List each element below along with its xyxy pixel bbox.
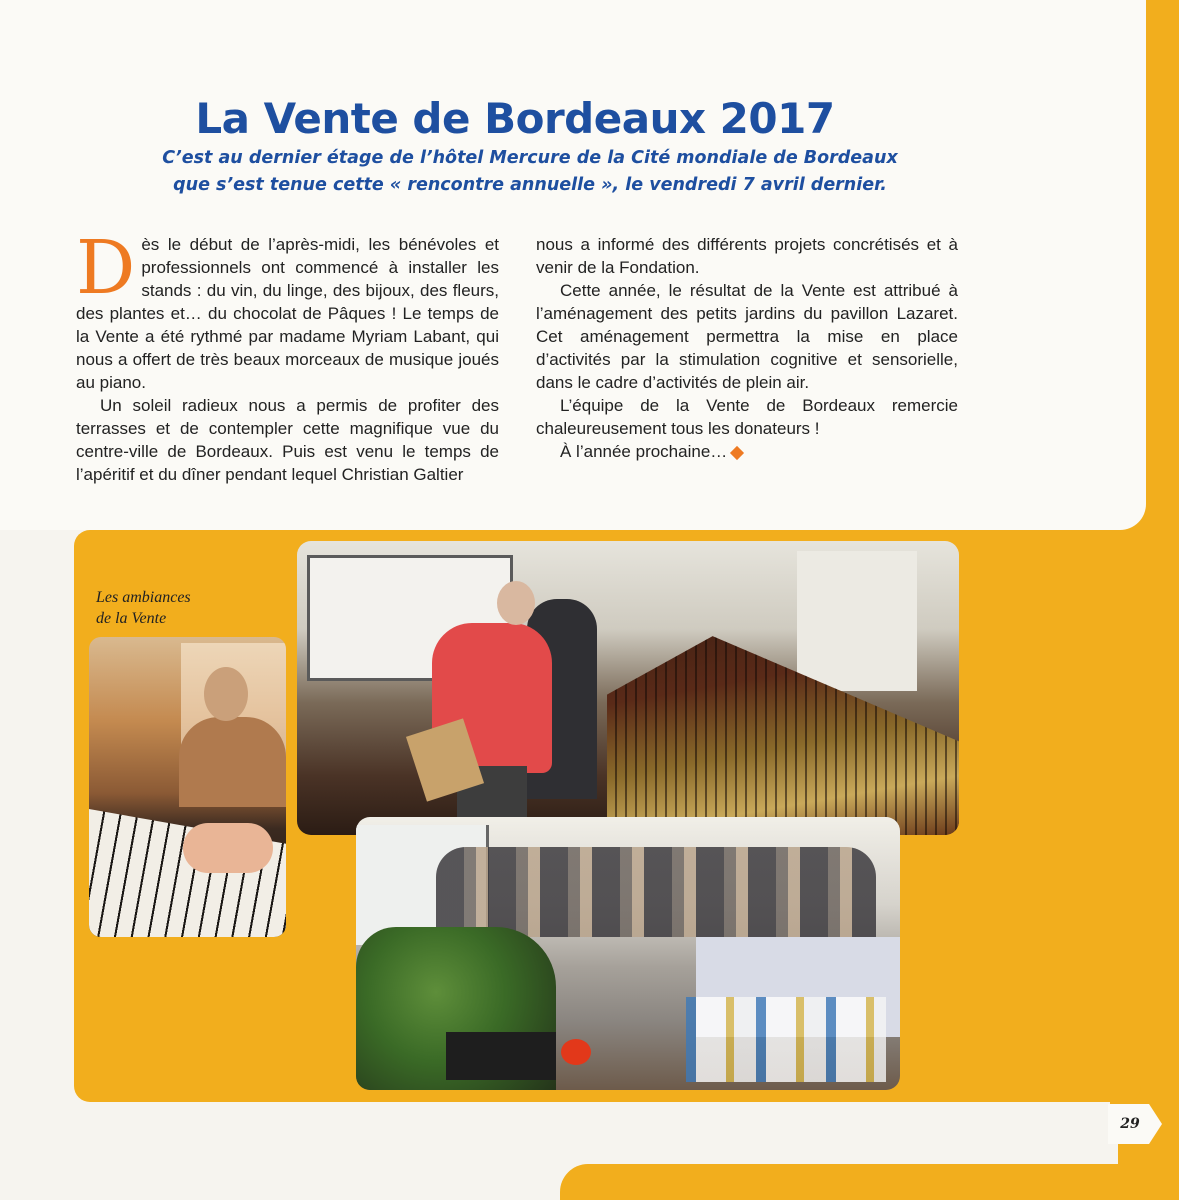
closing-text: À l’année prochaine… bbox=[560, 442, 728, 461]
end-diamond-icon bbox=[730, 445, 744, 459]
page-number: 29 bbox=[1120, 1116, 1140, 1132]
subtitle-line-2: que s’est tenue cette « rencontre annuelle », le vendredi 7 avril dernier. bbox=[173, 175, 887, 195]
orange-bottom-tab bbox=[560, 1164, 1179, 1200]
paragraph-6 bbox=[536, 440, 958, 463]
man-head bbox=[497, 581, 535, 625]
sale-hall-photo bbox=[356, 817, 900, 1090]
article-title: La Vente de Bordeaux 2017 bbox=[195, 94, 835, 144]
paragraph-5: L’équipe de la Vente de Bordeaux remercie chaleureusement tous les donateurs ! bbox=[536, 396, 958, 438]
wine-room-window-right bbox=[797, 551, 917, 691]
paragraph-1-text: ès le début de l’après-midi, les bénévoles et professionnels ont commencé à installer les stands : du vin, du linge, des bijoux, des fleurs, des plantes et… du chocolat de Pâques ! Le temps de la Vente a été rythmé par madame Myriam Labant, qui nous a offert de très beaux morceaux de musique joués au piano. bbox=[76, 235, 499, 392]
wine-stand-photo bbox=[297, 541, 959, 835]
paragraph-2: Un soleil radieux nous a permis de profiter des terrasses et de contempler cette magnifique vue du centre-ville de Bordeaux. Puis est venu le temps de l’apéritif et du dîner pendant lequel Christian Galtier bbox=[76, 396, 499, 484]
musician-body bbox=[179, 717, 286, 807]
article-column-left bbox=[76, 225, 499, 486]
drop-cap: D bbox=[76, 225, 136, 311]
article-subtitle bbox=[120, 145, 940, 199]
paragraph-1 bbox=[76, 225, 499, 394]
paragraph-4: Cette année, le résultat de la Vente est attribué à l’aménagement des petits jardins du pavillon Lazaret. Cet aménagement permettra la mise en place d’activités par la stimulation cognitive et sensorielle, dans le cadre d’activités de plein air. bbox=[536, 281, 958, 392]
red-flower bbox=[561, 1039, 591, 1065]
subtitle-line-1: C’est au dernier étage de l’hôtel Mercure de la Cité mondiale de Bordeaux bbox=[162, 148, 898, 168]
plant-crate bbox=[446, 1032, 556, 1080]
piano-photo bbox=[89, 637, 286, 937]
picture-frames bbox=[686, 997, 886, 1082]
musician-head bbox=[204, 667, 248, 721]
paragraph-3: nous a informé des différents projets concrétisés et à venir de la Fondation. bbox=[536, 235, 958, 277]
caption-line-2: de la Vente bbox=[96, 610, 167, 627]
caption-line-1: Les ambiances bbox=[96, 589, 191, 606]
article-column-right bbox=[536, 233, 958, 463]
photo-caption bbox=[96, 587, 266, 629]
pianist-hands bbox=[183, 823, 273, 873]
hall-crowd bbox=[436, 847, 876, 937]
